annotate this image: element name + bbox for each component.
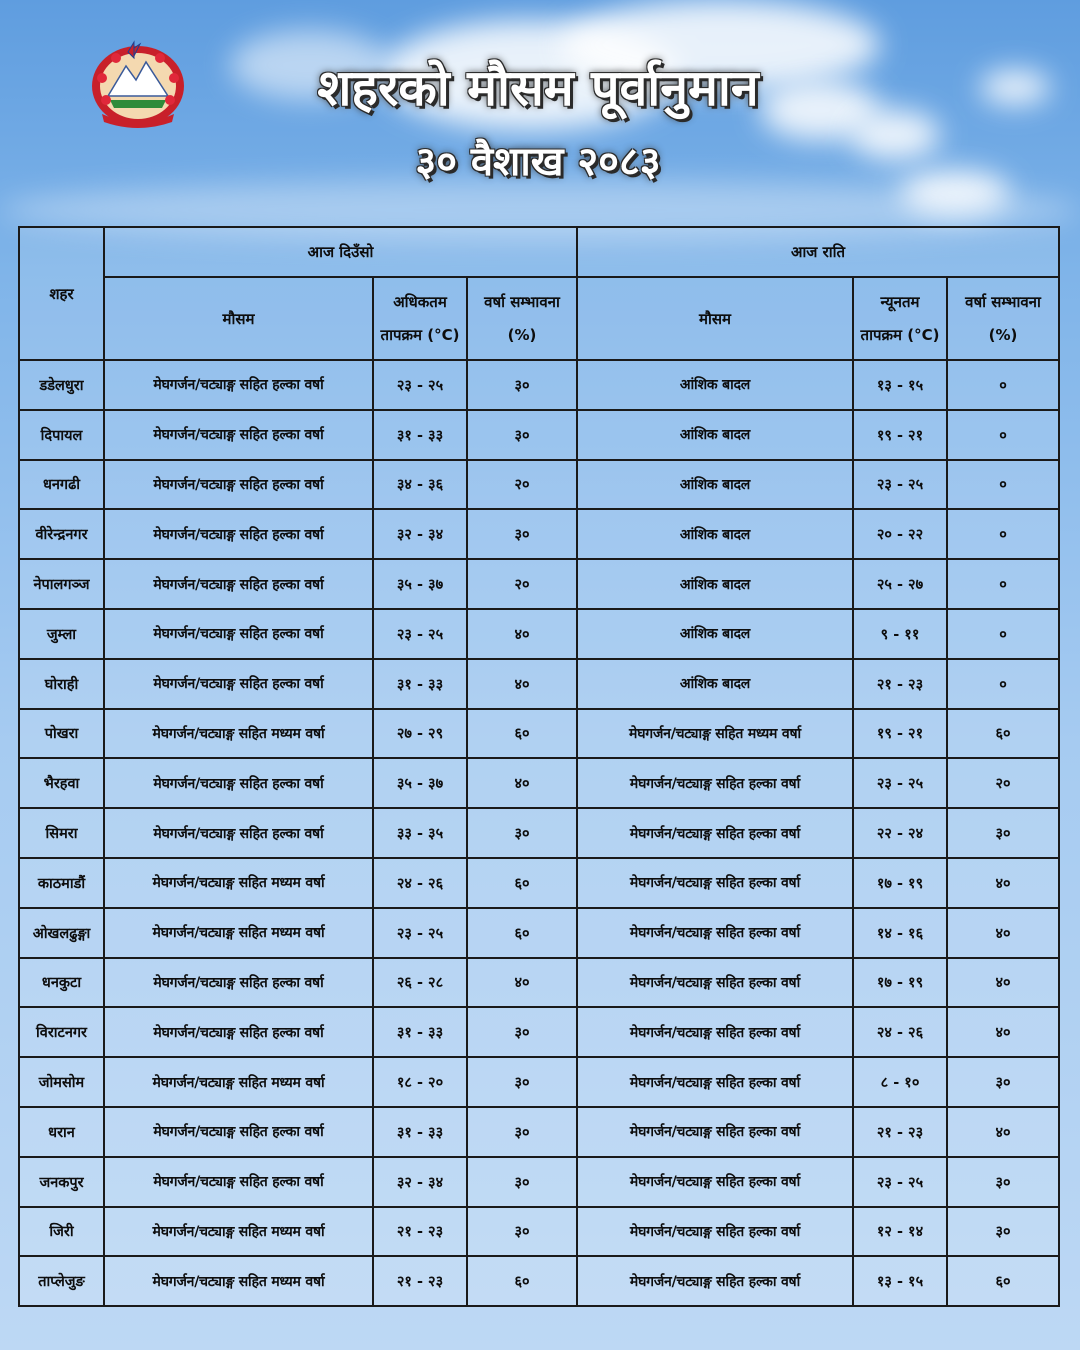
day-rain-cell: २० xyxy=(467,460,577,510)
max-temp-cell: ३५ - ३७ xyxy=(373,559,467,609)
table-row xyxy=(19,908,1059,958)
night-weather-cell: मेघगर्जन/चट्याङ्ग सहित हल्का वर्षा xyxy=(577,908,853,958)
city-cell: जुम्ला xyxy=(19,609,104,659)
header-min-temp-line1: न्यूनतम xyxy=(880,292,920,311)
night-weather-cell: मेघगर्जन/चट्याङ्ग सहित हल्का वर्षा xyxy=(577,1256,853,1306)
night-weather-cell: आंशिक बादल xyxy=(577,410,853,460)
city-cell: जिरी xyxy=(19,1207,104,1257)
night-weather-cell: मेघगर्जन/चट्याङ्ग सहित हल्का वर्षा xyxy=(577,858,853,908)
min-temp-cell: ८ - १० xyxy=(853,1057,947,1107)
max-temp-cell: २१ - २३ xyxy=(373,1256,467,1306)
max-temp-cell: १८ - २० xyxy=(373,1057,467,1107)
header-max-temp-line1: अधिकतम xyxy=(393,292,447,311)
city-cell: काठमाडौं xyxy=(19,858,104,908)
day-weather-cell: मेघगर्जन/चट्याङ्ग सहित मध्यम वर्षा xyxy=(104,1207,373,1257)
city-cell: घोराही xyxy=(19,659,104,709)
night-rain-cell: ० xyxy=(947,559,1059,609)
city-cell: धरान xyxy=(19,1107,104,1157)
table-row xyxy=(19,858,1059,908)
max-temp-cell: ३२ - ३४ xyxy=(373,509,467,559)
day-weather-cell: मेघगर्जन/चट्याङ्ग सहित मध्यम वर्षा xyxy=(104,858,373,908)
table-row xyxy=(19,360,1059,410)
city-cell: विराटनगर xyxy=(19,1007,104,1057)
city-cell: नेपालगञ्ज xyxy=(19,559,104,609)
day-weather-cell: मेघगर्जन/चट्याङ्ग सहित हल्का वर्षा xyxy=(104,509,373,559)
day-rain-cell: ३० xyxy=(467,1107,577,1157)
night-rain-cell: ४० xyxy=(947,1007,1059,1057)
day-weather-cell: मेघगर्जन/चट्याङ्ग सहित हल्का वर्षा xyxy=(104,1007,373,1057)
city-cell: सिमरा xyxy=(19,808,104,858)
city-cell: धनकुटा xyxy=(19,958,104,1008)
night-rain-cell: ० xyxy=(947,509,1059,559)
night-weather-cell: आंशिक बादल xyxy=(577,559,853,609)
night-weather-cell: मेघगर्जन/चट्याङ्ग सहित हल्का वर्षा xyxy=(577,1207,853,1257)
day-weather-cell: मेघगर्जन/चट्याङ्ग सहित हल्का वर्षा xyxy=(104,659,373,709)
city-cell: वीरेन्द्रनगर xyxy=(19,509,104,559)
min-temp-cell: १९ - २१ xyxy=(853,709,947,759)
night-weather-cell: मेघगर्जन/चट्याङ्ग सहित हल्का वर्षा xyxy=(577,1007,853,1057)
day-weather-cell: मेघगर्जन/चट्याङ्ग सहित मध्यम वर्षा xyxy=(104,1256,373,1306)
night-rain-cell: ४० xyxy=(947,908,1059,958)
day-rain-cell: ६० xyxy=(467,1256,577,1306)
night-rain-cell: २० xyxy=(947,758,1059,808)
city-cell: भैरहवा xyxy=(19,758,104,808)
night-rain-cell: ३० xyxy=(947,1207,1059,1257)
forecast-rows xyxy=(19,360,1059,1306)
min-temp-cell: २३ - २५ xyxy=(853,758,947,808)
table-row xyxy=(19,460,1059,510)
min-temp-cell: २१ - २३ xyxy=(853,1107,947,1157)
min-temp-cell: १२ - १४ xyxy=(853,1207,947,1257)
header-night-weather: मौसम xyxy=(577,277,853,360)
header-day: आज दिउँसो xyxy=(104,227,577,277)
night-rain-cell: ० xyxy=(947,360,1059,410)
night-weather-cell: आंशिक बादल xyxy=(577,360,853,410)
city-cell: ओखलढुङ्गा xyxy=(19,908,104,958)
min-temp-cell: ९ - ११ xyxy=(853,609,947,659)
table-row xyxy=(19,1157,1059,1207)
min-temp-cell: २० - २२ xyxy=(853,509,947,559)
city-cell: दिपायल xyxy=(19,410,104,460)
max-temp-cell: २३ - २५ xyxy=(373,609,467,659)
day-rain-cell: ३० xyxy=(467,1057,577,1107)
max-temp-cell: ३१ - ३३ xyxy=(373,1107,467,1157)
day-weather-cell: मेघगर्जन/चट्याङ्ग सहित हल्का वर्षा xyxy=(104,559,373,609)
max-temp-cell: २४ - २६ xyxy=(373,858,467,908)
night-weather-cell: आंशिक बादल xyxy=(577,659,853,709)
max-temp-cell: २३ - २५ xyxy=(373,360,467,410)
header-max-temp xyxy=(373,277,467,360)
day-rain-cell: ६० xyxy=(467,908,577,958)
day-rain-cell: ४० xyxy=(467,609,577,659)
night-rain-cell: ० xyxy=(947,609,1059,659)
night-rain-cell: ४० xyxy=(947,858,1059,908)
min-temp-cell: १३ - १५ xyxy=(853,1256,947,1306)
forecast-table xyxy=(18,226,1060,1307)
night-rain-cell: ० xyxy=(947,410,1059,460)
night-rain-cell: ४० xyxy=(947,1107,1059,1157)
day-rain-cell: ६० xyxy=(467,858,577,908)
table-row xyxy=(19,958,1059,1008)
day-rain-cell: ४० xyxy=(467,958,577,1008)
city-cell: पोखरा xyxy=(19,709,104,759)
city-cell: ताप्लेजुङ xyxy=(19,1256,104,1306)
min-temp-cell: १७ - १९ xyxy=(853,858,947,908)
day-weather-cell: मेघगर्जन/चट्याङ्ग सहित हल्का वर्षा xyxy=(104,1107,373,1157)
night-rain-cell: ० xyxy=(947,659,1059,709)
forecast-date: ३० वैशाख २०८३ xyxy=(415,139,661,185)
min-temp-cell: २१ - २३ xyxy=(853,659,947,709)
max-temp-cell: ३१ - ३३ xyxy=(373,659,467,709)
day-rain-cell: ४० xyxy=(467,659,577,709)
night-weather-cell: मेघगर्जन/चट्याङ्ग सहित हल्का वर्षा xyxy=(577,1057,853,1107)
day-rain-cell: ३० xyxy=(467,1157,577,1207)
night-rain-cell: ० xyxy=(947,460,1059,510)
city-cell: धनगढी xyxy=(19,460,104,510)
night-rain-cell: ६० xyxy=(947,1256,1059,1306)
max-temp-cell: ३१ - ३३ xyxy=(373,1007,467,1057)
night-rain-cell: ३० xyxy=(947,808,1059,858)
max-temp-cell: ३५ - ३७ xyxy=(373,758,467,808)
night-weather-cell: मेघगर्जन/चट्याङ्ग सहित हल्का वर्षा xyxy=(577,808,853,858)
table-row xyxy=(19,1007,1059,1057)
night-weather-cell: मेघगर्जन/चट्याङ्ग सहित हल्का वर्षा xyxy=(577,1157,853,1207)
header-day-weather: मौसम xyxy=(104,277,373,360)
night-weather-cell: आंशिक बादल xyxy=(577,609,853,659)
city-cell: जनकपुर xyxy=(19,1157,104,1207)
header-min-temp xyxy=(853,277,947,360)
table-row xyxy=(19,1207,1059,1257)
day-rain-cell: ४० xyxy=(467,758,577,808)
header-night-rain-line1: वर्षा सम्भावना xyxy=(965,292,1041,311)
night-rain-cell: ३० xyxy=(947,1157,1059,1207)
day-rain-cell: ३० xyxy=(467,360,577,410)
day-weather-cell: मेघगर्जन/चट्याङ्ग सहित हल्का वर्षा xyxy=(104,410,373,460)
day-weather-cell: मेघगर्जन/चट्याङ्ग सहित हल्का वर्षा xyxy=(104,360,373,410)
min-temp-cell: २३ - २५ xyxy=(853,460,947,510)
day-rain-cell: २० xyxy=(467,559,577,609)
night-rain-cell: ३० xyxy=(947,1057,1059,1107)
table-row xyxy=(19,758,1059,808)
day-rain-cell: ३० xyxy=(467,808,577,858)
header-min-temp-line2: तापक्रम (°C) xyxy=(860,325,940,344)
city-cell: जोमसोम xyxy=(19,1057,104,1107)
table-row xyxy=(19,659,1059,709)
table-row xyxy=(19,509,1059,559)
min-temp-cell: १९ - २१ xyxy=(853,410,947,460)
day-weather-cell: मेघगर्जन/चट्याङ्ग सहित हल्का वर्षा xyxy=(104,1157,373,1207)
night-weather-cell: आंशिक बादल xyxy=(577,460,853,510)
day-weather-cell: मेघगर्जन/चट्याङ्ग सहित हल्का वर्षा xyxy=(104,808,373,858)
day-weather-cell: मेघगर्जन/चट्याङ्ग सहित मध्यम वर्षा xyxy=(104,908,373,958)
header-max-temp-line2: तापक्रम (°C) xyxy=(380,325,460,344)
max-temp-cell: २३ - २५ xyxy=(373,908,467,958)
page-title: शहरको मौसम पूर्वानुमान xyxy=(317,59,759,117)
day-rain-cell: ३० xyxy=(467,410,577,460)
min-temp-cell: १४ - १६ xyxy=(853,908,947,958)
day-rain-cell: ३० xyxy=(467,1007,577,1057)
day-rain-cell: ६० xyxy=(467,709,577,759)
max-temp-cell: ३४ - ३६ xyxy=(373,460,467,510)
day-weather-cell: मेघगर्जन/चट्याङ्ग सहित हल्का वर्षा xyxy=(104,460,373,510)
header-day-rain-line2: (%) xyxy=(507,325,537,344)
min-temp-cell: १७ - १९ xyxy=(853,958,947,1008)
night-weather-cell: मेघगर्जन/चट्याङ्ग सहित मध्यम वर्षा xyxy=(577,709,853,759)
day-weather-cell: मेघगर्जन/चट्याङ्ग सहित मध्यम वर्षा xyxy=(104,709,373,759)
min-temp-cell: २३ - २५ xyxy=(853,1157,947,1207)
day-weather-cell: मेघगर्जन/चट्याङ्ग सहित हल्का वर्षा xyxy=(104,758,373,808)
night-rain-cell: ६० xyxy=(947,709,1059,759)
header-night-rain-line2: (%) xyxy=(988,325,1018,344)
table-row xyxy=(19,1057,1059,1107)
max-temp-cell: २७ - २९ xyxy=(373,709,467,759)
max-temp-cell: २१ - २३ xyxy=(373,1207,467,1257)
max-temp-cell: ३२ - ३४ xyxy=(373,1157,467,1207)
table-row xyxy=(19,609,1059,659)
min-temp-cell: १३ - १५ xyxy=(853,360,947,410)
header-night-rain xyxy=(947,277,1059,360)
day-rain-cell: ३० xyxy=(467,509,577,559)
max-temp-cell: ३१ - ३३ xyxy=(373,410,467,460)
max-temp-cell: २६ - २८ xyxy=(373,958,467,1008)
table-row xyxy=(19,1256,1059,1306)
city-cell: डडेलधुरा xyxy=(19,360,104,410)
night-weather-cell: मेघगर्जन/चट्याङ्ग सहित हल्का वर्षा xyxy=(577,1107,853,1157)
night-rain-cell: ४० xyxy=(947,958,1059,1008)
table-row xyxy=(19,709,1059,759)
min-temp-cell: २४ - २६ xyxy=(853,1007,947,1057)
day-weather-cell: मेघगर्जन/चट्याङ्ग सहित हल्का वर्षा xyxy=(104,958,373,1008)
header-day-rain-line1: वर्षा सम्भावना xyxy=(484,292,560,311)
header-night: आज राति xyxy=(577,227,1059,277)
min-temp-cell: २५ - २७ xyxy=(853,559,947,609)
header-city: शहर xyxy=(19,227,104,360)
header-day-rain xyxy=(467,277,577,360)
day-rain-cell: ३० xyxy=(467,1207,577,1257)
night-weather-cell: आंशिक बादल xyxy=(577,509,853,559)
table-row xyxy=(19,559,1059,609)
max-temp-cell: ३३ - ३५ xyxy=(373,808,467,858)
night-weather-cell: मेघगर्जन/चट्याङ्ग सहित हल्का वर्षा xyxy=(577,758,853,808)
day-weather-cell: मेघगर्जन/चट्याङ्ग सहित मध्यम वर्षा xyxy=(104,1057,373,1107)
table-row xyxy=(19,808,1059,858)
day-weather-cell: मेघगर्जन/चट्याङ्ग सहित हल्का वर्षा xyxy=(104,609,373,659)
table-row xyxy=(19,1107,1059,1157)
night-weather-cell: मेघगर्जन/चट्याङ्ग सहित हल्का वर्षा xyxy=(577,958,853,1008)
table-row xyxy=(19,410,1059,460)
min-temp-cell: २२ - २४ xyxy=(853,808,947,858)
